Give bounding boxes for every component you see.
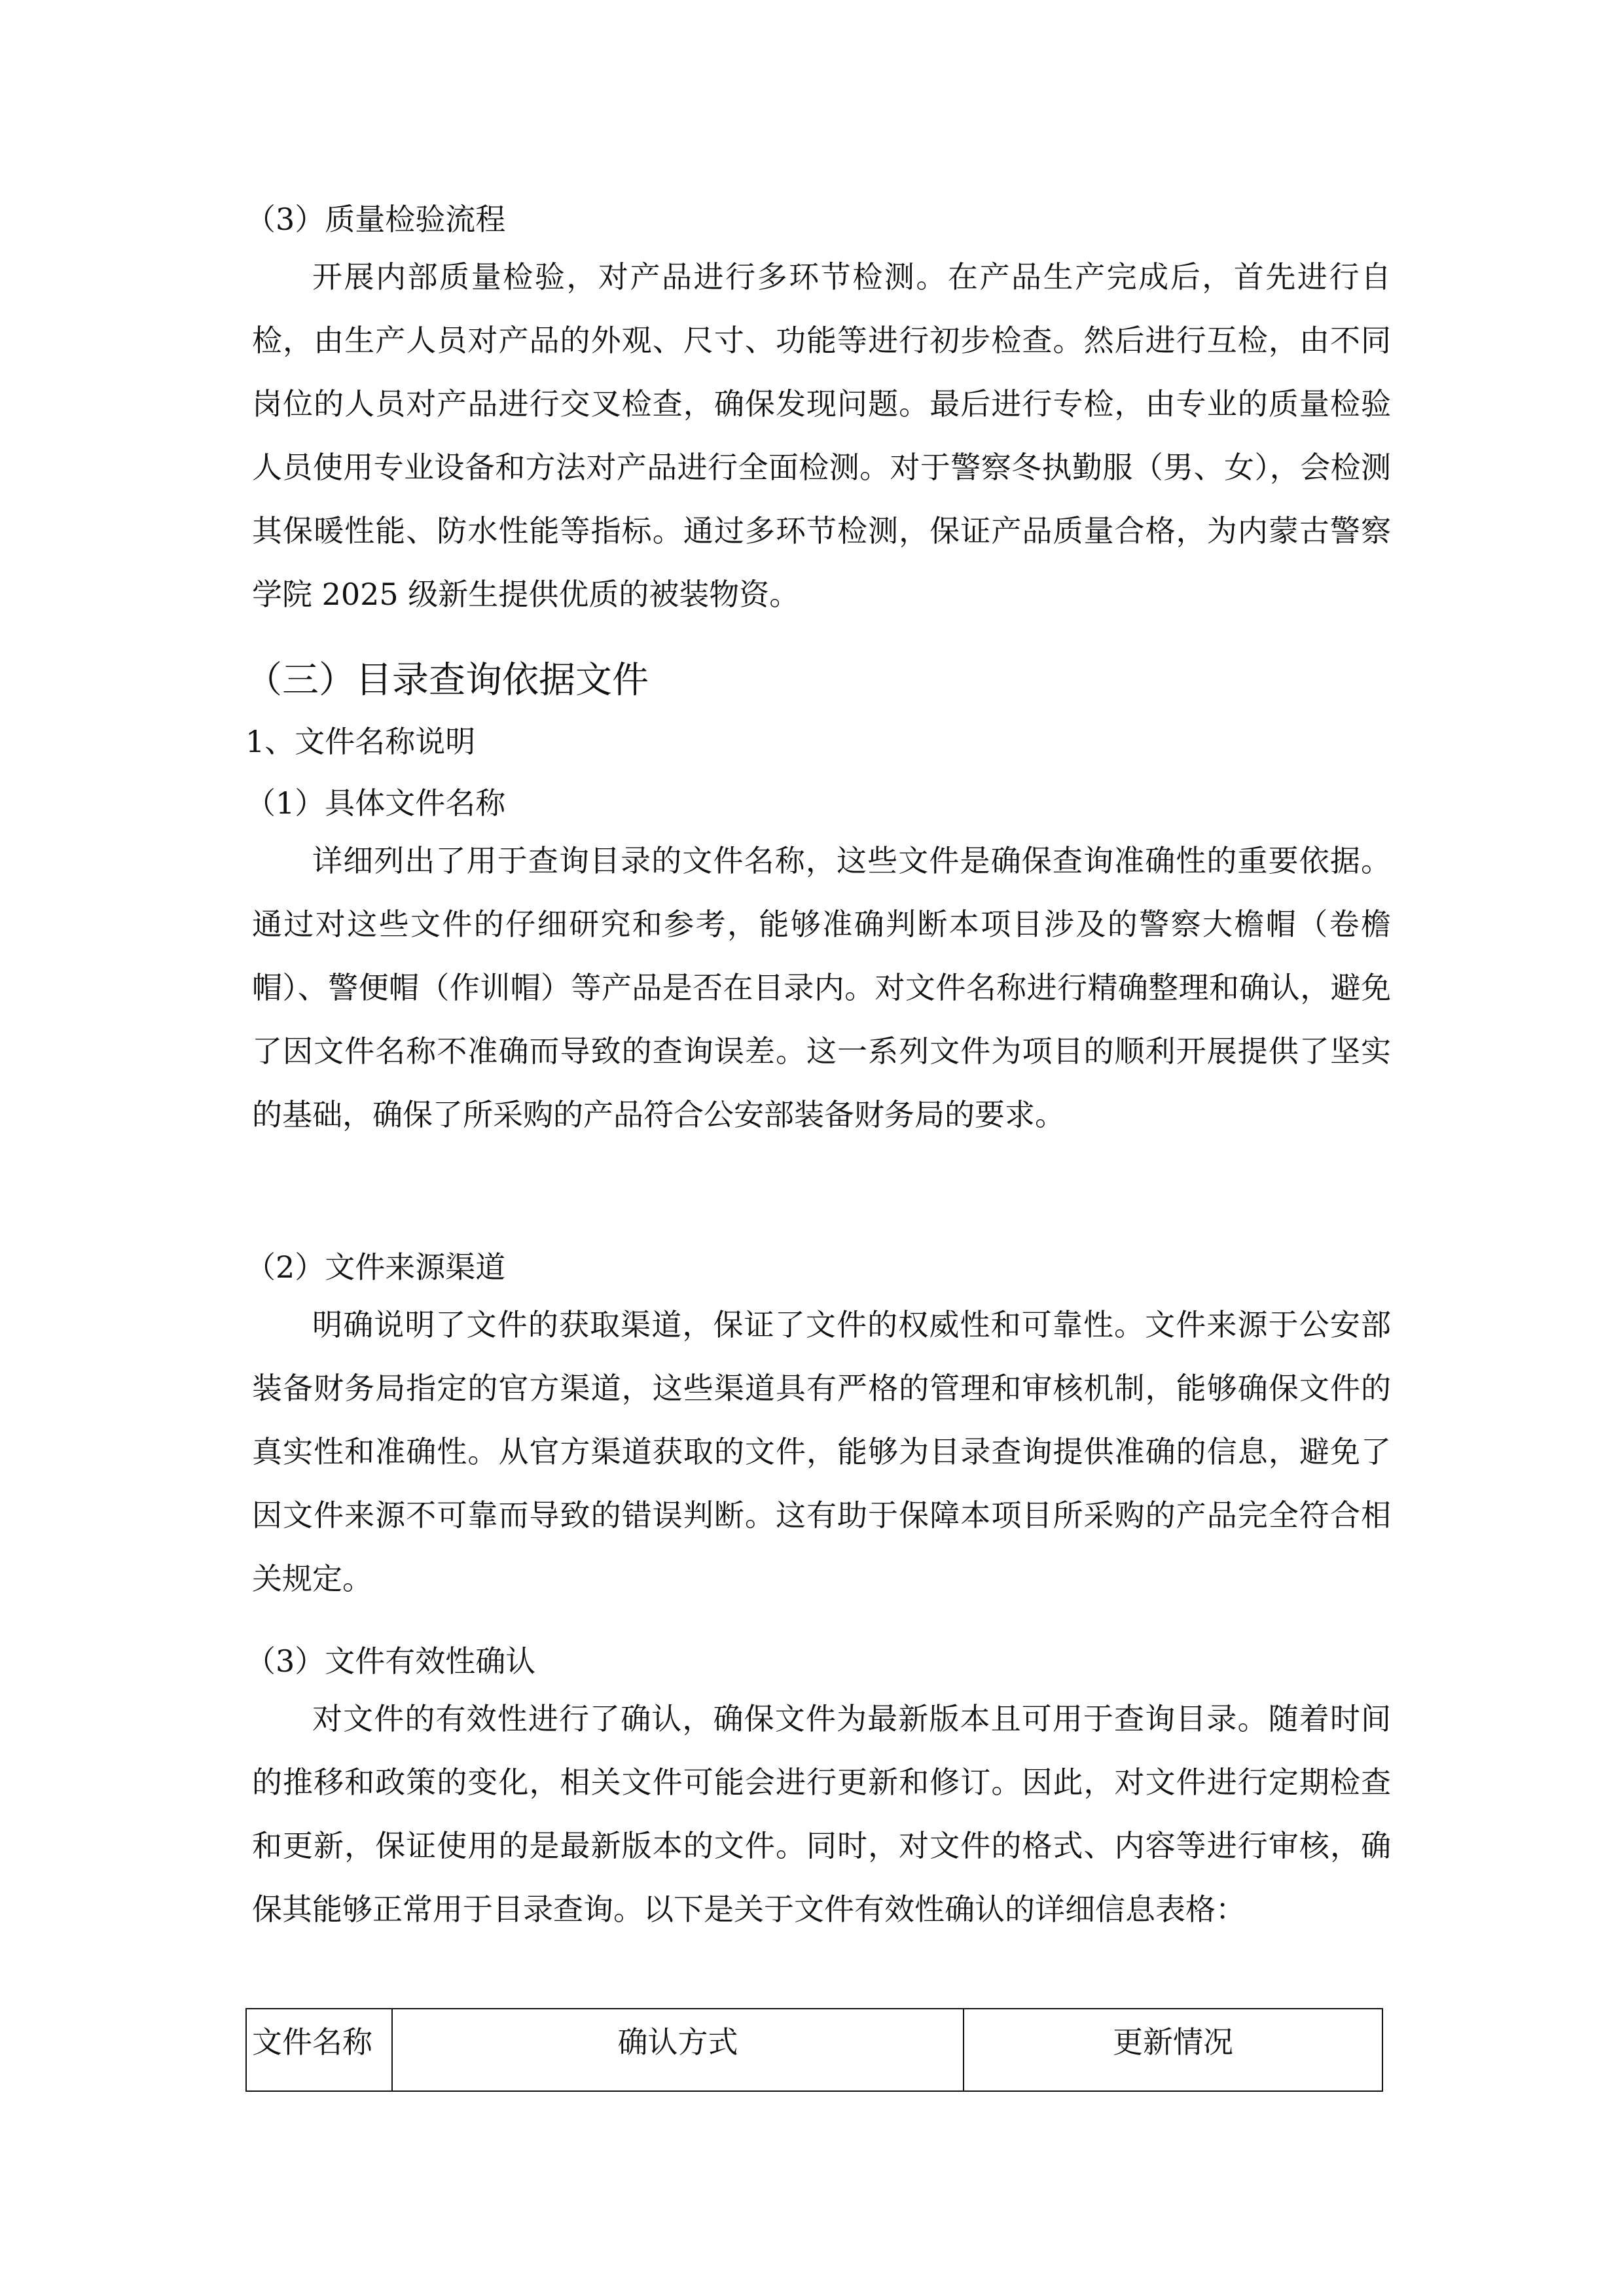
paragraph-file-source: 明确说明了文件的获取渠道，保证了文件的权威性和可靠性。文件来源于公安部装备财务局指定的官方渠道，这些渠道具有严格的管理和审核机制，能够确保文件的真实性和准确性。从官方渠道获取的文件，能够为目录查询提供准确的信息，避免了因文件来源不可靠而导致的错误判断。这有助于保障本项目所采购的产品完全符合相关规定。 [252, 1307, 1391, 1596]
chapter-heading: （三）目录查询依据文件 [245, 659, 649, 702]
paragraph-file-validity: 对文件的有效性进行了确认，确保文件为最新版本且可用于查询目录。随着时间的推移和政策的变化，相关文件可能会进行更新和修订。因此，对文件进行定期检查和更新，保证使用的是最新版本的文件。同时，对文件的格式、内容等进行审核，确保其能够正常用于目录查询。以下是关于文件有效性确认的详细信息表格： [252, 1701, 1391, 1927]
table-header-row [246, 2009, 1382, 2091]
subsection-title-quality-inspection: （3）质量检验流程 [245, 202, 506, 237]
item-heading-file-names: 1、文件名称说明 [245, 724, 476, 759]
table-header-file-name: 文件名称 [246, 2009, 392, 2091]
subsection-title-file-source: （2）文件来源渠道 [245, 1249, 506, 1285]
table-header-update-status: 更新情况 [964, 2009, 1382, 2091]
table-header-confirm-method: 确认方式 [392, 2009, 964, 2091]
file-validity-table [245, 2008, 1383, 2092]
subsection-title-specific-file-names: （1）具体文件名称 [245, 785, 506, 821]
paragraph-quality-inspection: 开展内部质量检验，对产品进行多环节检测。在产品生产完成后，首先进行自检，由生产人员对产品的外观、尺寸、功能等进行初步检查。然后进行互检，由不同岗位的人员对产品进行交叉检查，确保发现问题。最后进行专检，由专业的质量检验人员使用专业设备和方法对产品进行全面检测。对于警察冬执勤服（男、女），会检测其保暖性能、防水性能等指标。通过多环节检测，保证产品质量合格，为内蒙古警察学院 2025 级新生提供优质的被装物资。 [252, 259, 1391, 612]
paragraph-specific-file-names: 详细列出了用于查询目录的文件名称，这些文件是确保查询准确性的重要依据。通过对这些文件的仔细研究和参考，能够准确判断本项目涉及的警察大檐帽（卷檐帽）、警便帽（作训帽）等产品是否在目录内。对文件名称进行精确整理和确认，避免了因文件名称不准确而导致的查询误差。这一系列文件为项目的顺利开展提供了坚实的基础，确保了所采购的产品符合公安部装备财务局的要求。 [252, 843, 1391, 1132]
subsection-title-file-validity: （3）文件有效性确认 [245, 1643, 536, 1679]
